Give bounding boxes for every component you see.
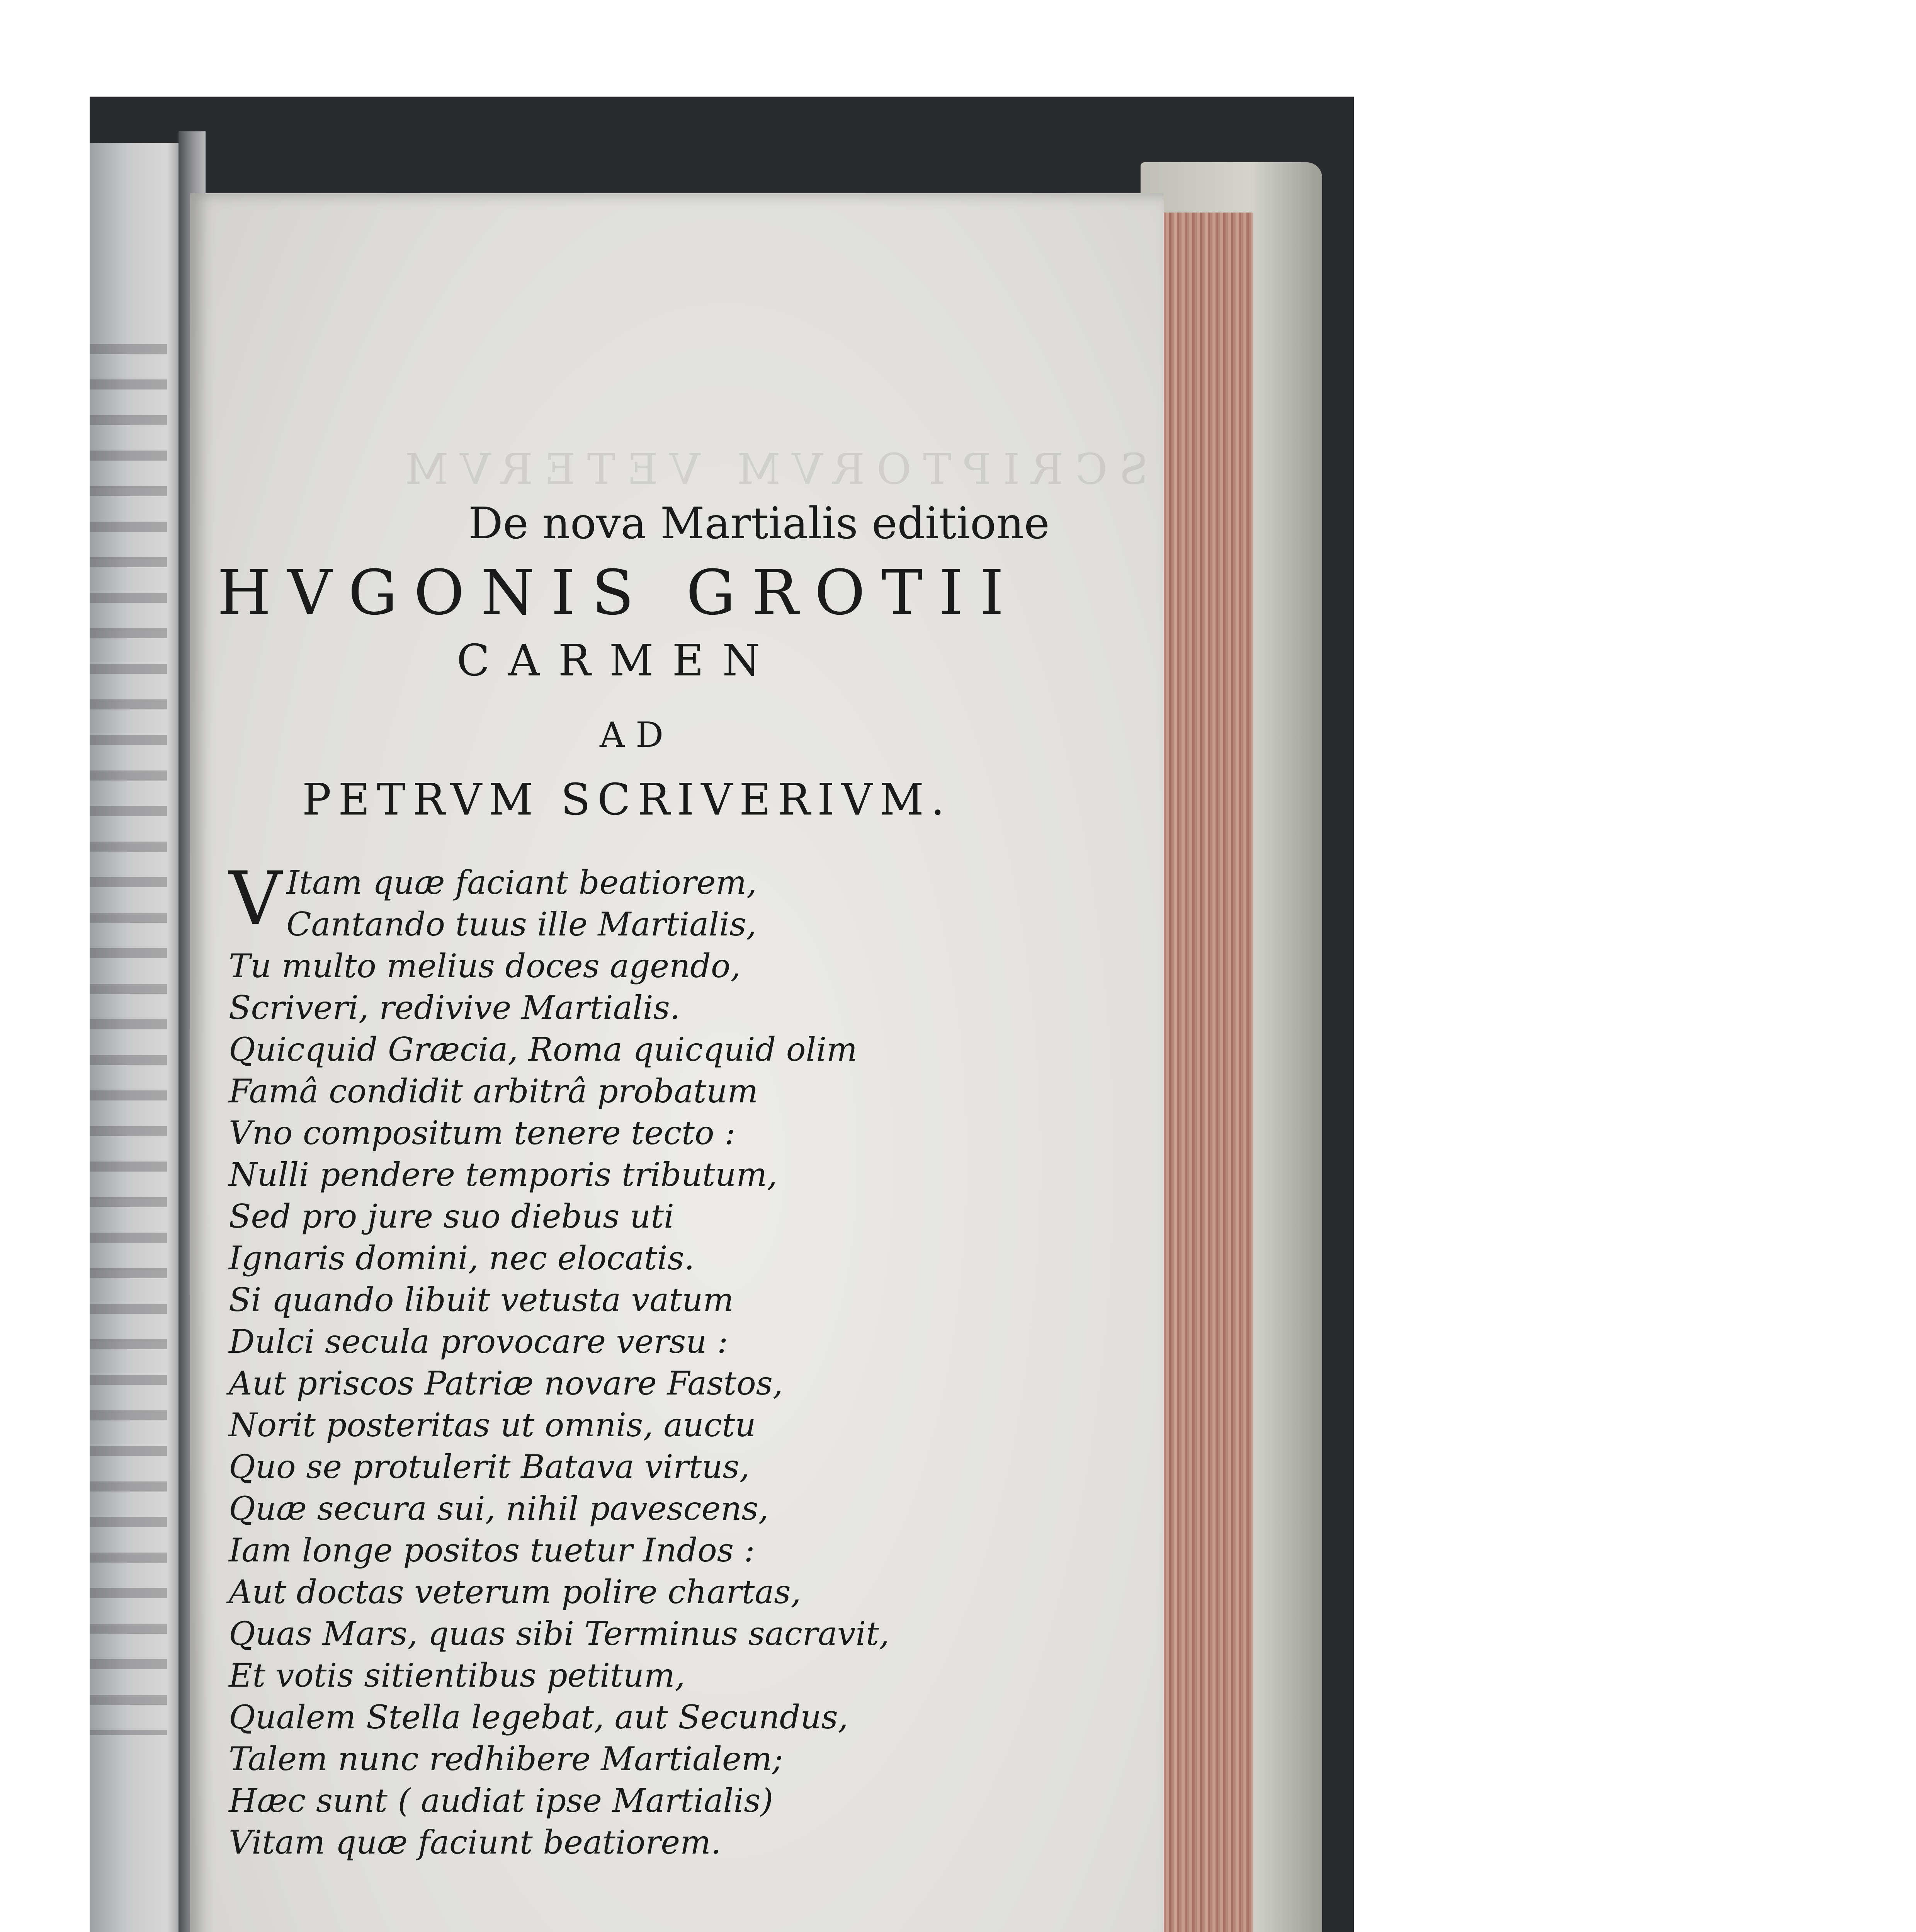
poem-line: Ignaris domini, nec elocatis. [229, 1239, 695, 1277]
show-through-text: SCRIPTORVM VETERVM [393, 444, 1148, 494]
poem-line: Talem nunc redhibere Martialem; [229, 1740, 783, 1778]
left-page-edge [90, 143, 186, 1932]
book-scan [90, 97, 1354, 1932]
left-page-text-fragment [90, 344, 167, 1735]
heading-ad: AD [600, 715, 675, 755]
poem-line: Scriveri, redivive Martialis. [229, 989, 680, 1027]
poem-line: Tu multo melius doces agendo, [229, 947, 741, 985]
poem-lines [229, 945, 1001, 1863]
heading-addressee: PETRVM SCRIVERIVM. [302, 775, 952, 825]
poem-line: Cantando tuus ille Martialis, [286, 905, 757, 943]
heading-edition: De nova Martialis editione [468, 498, 1050, 549]
poem-line: Nulli pendere temporis tributum, [229, 1156, 777, 1194]
poem-line: Si quando libuit vetusta vatum [229, 1281, 734, 1319]
poem-line: Iam longe positos tuetur Indos : [229, 1531, 755, 1569]
poem-line: Dulci secula provocare versu : [229, 1323, 728, 1361]
poem-line: Vno compositum tenere tecto : [229, 1114, 736, 1152]
poem [229, 856, 1001, 1863]
poem-line: Quæ secura sui, nihil pavescens, [229, 1490, 769, 1527]
drop-cap: V [229, 856, 282, 941]
poem-line: Famâ condidit arbitrâ probatum [229, 1072, 758, 1110]
poem-line: Hæc sunt ( audiat ipse Martialis) [229, 1782, 774, 1820]
poem-line: Sed pro jure suo diebus uti [229, 1197, 674, 1235]
heading-carmen: CARMEN [457, 636, 779, 686]
page-edges [1156, 213, 1253, 1932]
poem-line: Quicquid Græcia, Roma quicquid olim [229, 1031, 857, 1068]
poem-line: Itam quæ faciant beatiorem, [286, 864, 757, 901]
poem-line: Aut priscos Patriæ novare Fastos, [229, 1364, 783, 1402]
poem-line: Vitam quæ faciunt beatiorem. [229, 1823, 721, 1861]
poem-line: Qualem Stella legebat, aut Secundus, [229, 1698, 848, 1736]
poem-line: Quas Mars, quas sibi Terminus sacravit, [229, 1615, 889, 1653]
poem-line: Aut doctas veterum polire chartas, [229, 1573, 801, 1611]
poem-line: Et votis sitientibus petitum, [229, 1656, 685, 1694]
poem-line: Quo se protulerit Batava virtus, [229, 1448, 750, 1486]
heading-author: HVGONIS GROTII [217, 556, 1020, 629]
poem-line: Norit posteritas ut omnis, auctu [229, 1406, 756, 1444]
